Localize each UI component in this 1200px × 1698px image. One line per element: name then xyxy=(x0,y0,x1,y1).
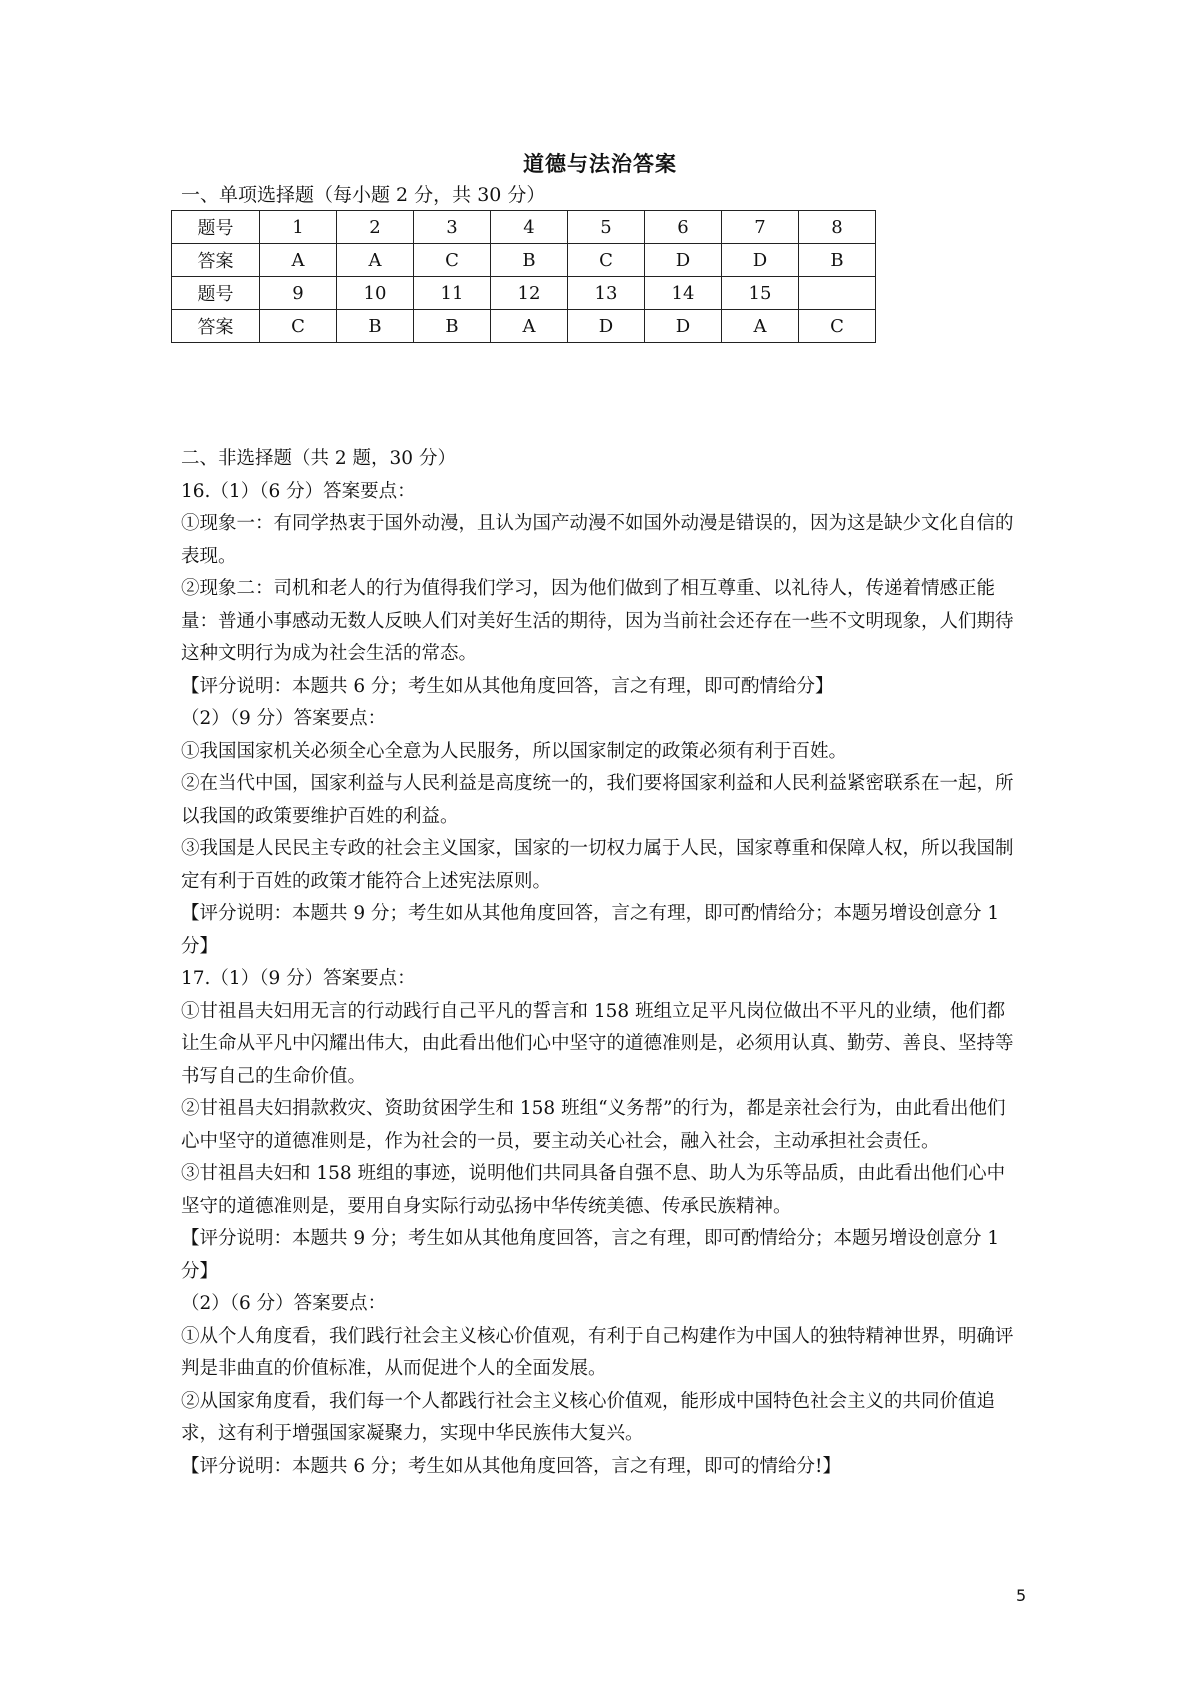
table-cell: 13 xyxy=(568,277,645,310)
scoring-note: 【评分说明：本题共 6 分；考生如从其他角度回答，言之有理，即可酌情给分】 xyxy=(181,675,834,697)
section2-heading: 二、非选择题（共 2 题，30 分） xyxy=(181,448,456,469)
answer-table xyxy=(171,210,876,343)
table-cell: 12 xyxy=(491,277,568,310)
table-row xyxy=(172,310,876,343)
question-16-2-heading: （2）（9 分）答案要点： xyxy=(181,708,387,729)
answer-point: ①我国国家机关必须全心全意为人民服务，所以国家制定的政策必须有利于百姓。 xyxy=(181,740,848,762)
table-cell: B xyxy=(337,310,414,343)
table-cell: D xyxy=(645,310,722,343)
table-row xyxy=(172,244,876,277)
question-17-2-heading: （2）（6 分）答案要点： xyxy=(181,1293,387,1314)
table-cell: C xyxy=(568,244,645,277)
answer-point: ①从个人角度看，我们践行社会主义核心价值观，有利于自己构建作为中国人的独特精神世界，明确评判是非曲直的价值标准，从而促进个人的全面发展。 xyxy=(181,1325,1014,1379)
table-cell: 9 xyxy=(260,277,337,310)
table-cell: A xyxy=(491,310,568,343)
page-title: 道德与法治答案 xyxy=(523,152,677,176)
table-cell: A xyxy=(260,244,337,277)
table-cell: B xyxy=(799,244,876,277)
table-cell: D xyxy=(645,244,722,277)
row-label: 题号 xyxy=(172,277,260,310)
answer-point: ②现象二：司机和老人的行为值得我们学习，因为他们做到了相互尊重、以礼待人，传递着情感正能量：普通小事感动无数人反映人们对美好生活的期待，因为当前社会还存在一些不文明现象，人们期待这种文明行为成为社会生活的常态。 xyxy=(181,578,1014,664)
table-cell: 2 xyxy=(337,211,414,244)
scoring-note: 【评分说明：本题共 9 分；考生如从其他角度回答，言之有理，即可酌情给分；本题另增设创意分 1 分】 xyxy=(181,903,1000,957)
page-number: 5 xyxy=(1016,1586,1027,1605)
table-cell: 11 xyxy=(414,277,491,310)
table-cell: 10 xyxy=(337,277,414,310)
scoring-note: 【评分说明：本题共 9 分；考生如从其他角度回答，言之有理，即可酌情给分；本题另增设创意分 1 分】 xyxy=(181,1228,1000,1282)
row-label: 答案 xyxy=(172,244,260,277)
table-cell: 1 xyxy=(260,211,337,244)
row-label: 题号 xyxy=(172,211,260,244)
answer-point: ②从国家角度看，我们每一个人都践行社会主义核心价值观，能形成中国特色社会主义的共同价值追求，这有利于增强国家凝聚力，实现中华民族伟大复兴。 xyxy=(181,1390,996,1444)
table-cell: B xyxy=(414,310,491,343)
table-cell: 5 xyxy=(568,211,645,244)
table-cell: C xyxy=(799,310,876,343)
answer-point: ③甘祖昌夫妇和 158 班组的事迹，说明他们共同具备自强不息、助人为乐等品质，由此看出他们心中坚守的道德准则是，要用自身实际行动弘扬中华传统美德、传承民族精神。 xyxy=(181,1163,1006,1217)
table-cell: D xyxy=(722,244,799,277)
table-cell: D xyxy=(568,310,645,343)
table-cell xyxy=(799,277,876,310)
question-16-1-heading: 16.（1）（6 分）答案要点： xyxy=(181,480,416,502)
table-cell: 3 xyxy=(414,211,491,244)
table-cell: 8 xyxy=(799,211,876,244)
table-cell: 7 xyxy=(722,211,799,244)
answer-point: ③我国是人民民主专政的社会主义国家，国家的一切权力属于人民，国家尊重和保障人权，所以我国制定有利于百姓的政策才能符合上述宪法原则。 xyxy=(181,838,1014,892)
table-row xyxy=(172,211,876,244)
table-cell: C xyxy=(260,310,337,343)
table-cell: 15 xyxy=(722,277,799,310)
answer-point: ①甘祖昌夫妇用无言的行动践行自己平凡的誓言和 158 班组立足平凡岗位做出不平凡的业绩，他们都让生命从平凡中闪耀出伟大，由此看出他们心中坚守的道德准则是，必须用认真、勤劳、善良、坚持等书写自己的生命价值。 xyxy=(181,1000,1014,1087)
table-row xyxy=(172,277,876,310)
answer-body xyxy=(181,443,1021,1483)
table-cell: C xyxy=(414,244,491,277)
table-cell: A xyxy=(337,244,414,277)
table-cell: 14 xyxy=(645,277,722,310)
table-cell: 6 xyxy=(645,211,722,244)
table-cell: A xyxy=(722,310,799,343)
answer-point: ①现象一：有同学热衷于国外动漫，且认为国产动漫不如国外动漫是错误的，因为这是缺少文化自信的表现。 xyxy=(181,513,1014,567)
table-cell: 4 xyxy=(491,211,568,244)
answer-point: ②在当代中国，国家利益与人民利益是高度统一的，我们要将国家利益和人民利益紧密联系在一起，所以我国的政策要维护百姓的利益。 xyxy=(181,773,1014,827)
row-label: 答案 xyxy=(172,310,260,343)
question-17-1-heading: 17.（1）（9 分）答案要点： xyxy=(181,968,416,989)
table-cell: B xyxy=(491,244,568,277)
scoring-note: 【评分说明：本题共 6 分；考生如从其他角度回答，言之有理，即可的情给分!】 xyxy=(181,1455,841,1477)
answer-point: ②甘祖昌夫妇捐款救灾、资助贫困学生和 158 班组“义务帮”的行为，都是亲社会行为，由此看出他们心中坚守的道德准则是，作为社会的一员，要主动关心社会，融入社会，主动承担社会责任。 xyxy=(181,1098,1006,1152)
section1-heading: 一、单项选择题（每小题 2 分，共 30 分） xyxy=(181,184,546,206)
